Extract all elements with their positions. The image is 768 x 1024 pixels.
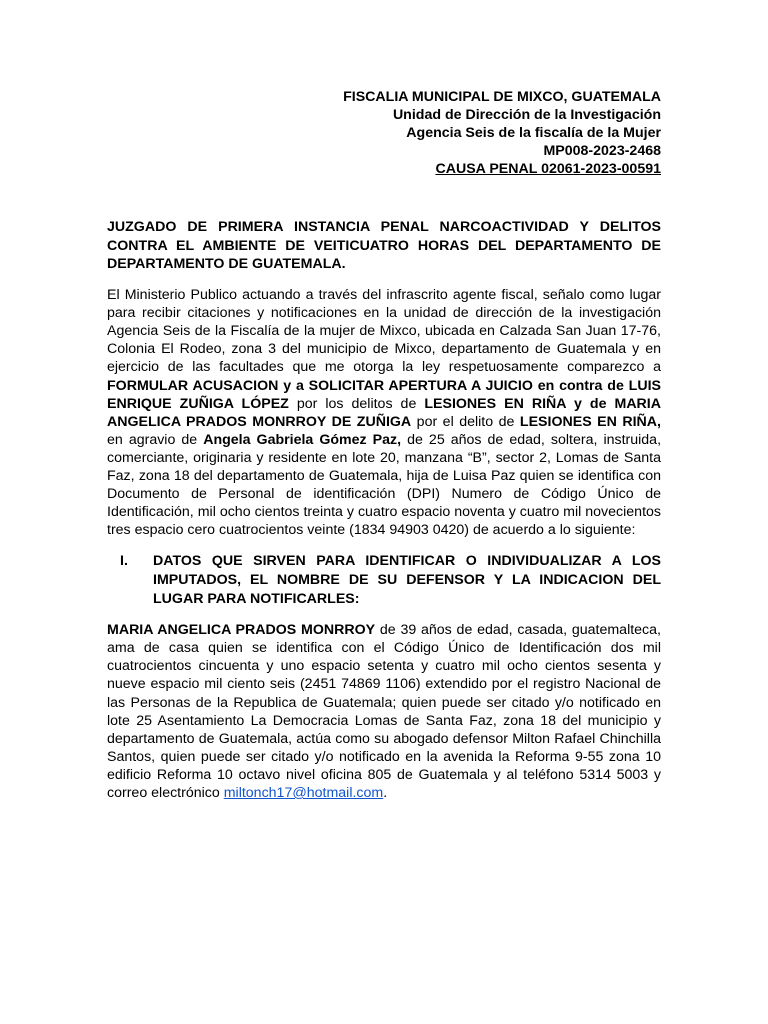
intro-text-4: en agravio de — [107, 413, 669, 448]
intro-bold-4: Angela Gabriela Gómez Paz, — [203, 431, 402, 448]
email-link[interactable]: miltonch17@hotmail.com — [223, 785, 384, 802]
court-addressee: JUZGADO DE PRIMERA INSTANCIA PENAL NARCOACTIVIDAD Y DELITOS CONTRA EL AMBIENTE DE VEITICUATRO HORAS DEL DEPARTAMENTO DE DEPARTAMENTO DE GUATEMALA. — [107, 219, 661, 272]
section-number: I. — [120, 553, 128, 570]
document-page — [107, 88, 669, 802]
section-heading-1 — [107, 552, 661, 608]
document-header — [107, 88, 661, 178]
intro-text-5: de 25 años de edad, soltera, instruida, comerciante, originaria y residente en lote 20, manzana “B”, sector 2, Lomas de Santa Faz, zona 18 del departamento de Guatemala, hija de Luisa Paz quien se identifica con Documento de Personal de identificación (DPI) Numero de Código Único de Identificación, mil ocho cientos treinta y cuatro espacio noventa y cuatro mil novecientos tres espacio cero cuatrocientos veinte (1834 94903 0420) de acuerdo a lo siguiente: — [107, 431, 662, 539]
header-agency: Agencia Seis de la fiscalía de la Mujer — [406, 125, 661, 142]
header-office: FISCALIA MUNICIPAL DE MIXCO, GUATEMALA — [343, 89, 661, 105]
paragraph-accused — [107, 621, 661, 802]
header-case-penal: CAUSA PENAL 02061-2023-00591 — [435, 161, 661, 178]
paragraph-introduction — [107, 286, 669, 539]
section-title: DATOS QUE SIRVEN PARA IDENTIFICAR O INDIVIDUALIZAR A LOS IMPUTADOS, EL NOMBRE DE SU DEFENSOR Y LA INDICACION DEL LUGAR PARA NOTIFICARLES: — [153, 553, 661, 607]
header-unit: Unidad de Dirección de la Investigación — [392, 107, 661, 124]
accused-text: de 39 años de edad, casada, guatemalteca, ama de casa quien se identifica con el Código Único de Identificación dos mil cuatrocientos cincuenta y uno espacio setenta y cuatro mil ocho cientos sesenta y nueve espacio mil ciento seis (2451 74869 1106) extendido por el registro Nacional de las Personas de la Republica de Guatemala; quien puede ser citado y/o notificado en lote 25 Asentamiento La Democracia Lomas de Santa Faz, zona 18 del municipio y departamento de Guatemala, actúa como su abogado defensor Milton Rafael Chinchilla Santos, quien puede ser citado y/o notificado en la avenida la Reforma 9-55 zona 10 edificio Reforma 10 octavo nivel oficina 805 de Guatemala y al teléfono 5314 5003 y correo electrónico — [107, 622, 661, 802]
accused-name: MARIA ANGELICA PRADOS MONRROY — [107, 622, 376, 639]
intro-bold-1: FORMULAR ACUSACION y a SOLICITAR APERTURA A JUICIO en contra de LUIS ENRIQUE ZUÑIGA LÓPEZ — [107, 377, 661, 412]
intro-text-2: por los delitos de — [288, 395, 425, 412]
intro-bold-3: LESIONES EN RIÑA, — [519, 413, 661, 430]
intro-bold-2: LESIONES EN RIÑA y de MARIA ANGELICA PRADOS MONRROY DE ZUÑIGA — [107, 395, 661, 430]
intro-text-3: por el delito de — [411, 413, 520, 430]
accused-text-end: . — [383, 785, 388, 802]
header-case-mp: MP008-2023-2468 — [543, 143, 661, 160]
intro-text-1: El Ministerio Publico actuando a través del infrascrito agente fiscal, señalo como lugar para recibir citaciones y notificaciones en la unidad de dirección de la investigación Agencia Seis de la Fiscalía de la mujer de Mixco, ubicada en Calzada San Juan 17-76, Colonia El Rodeo, zona 3 del municipio de Mixco, departamento de Guatemala y en ejercicio de las facultades que me otorga la ley respetuosamente comparezco a — [107, 287, 661, 376]
